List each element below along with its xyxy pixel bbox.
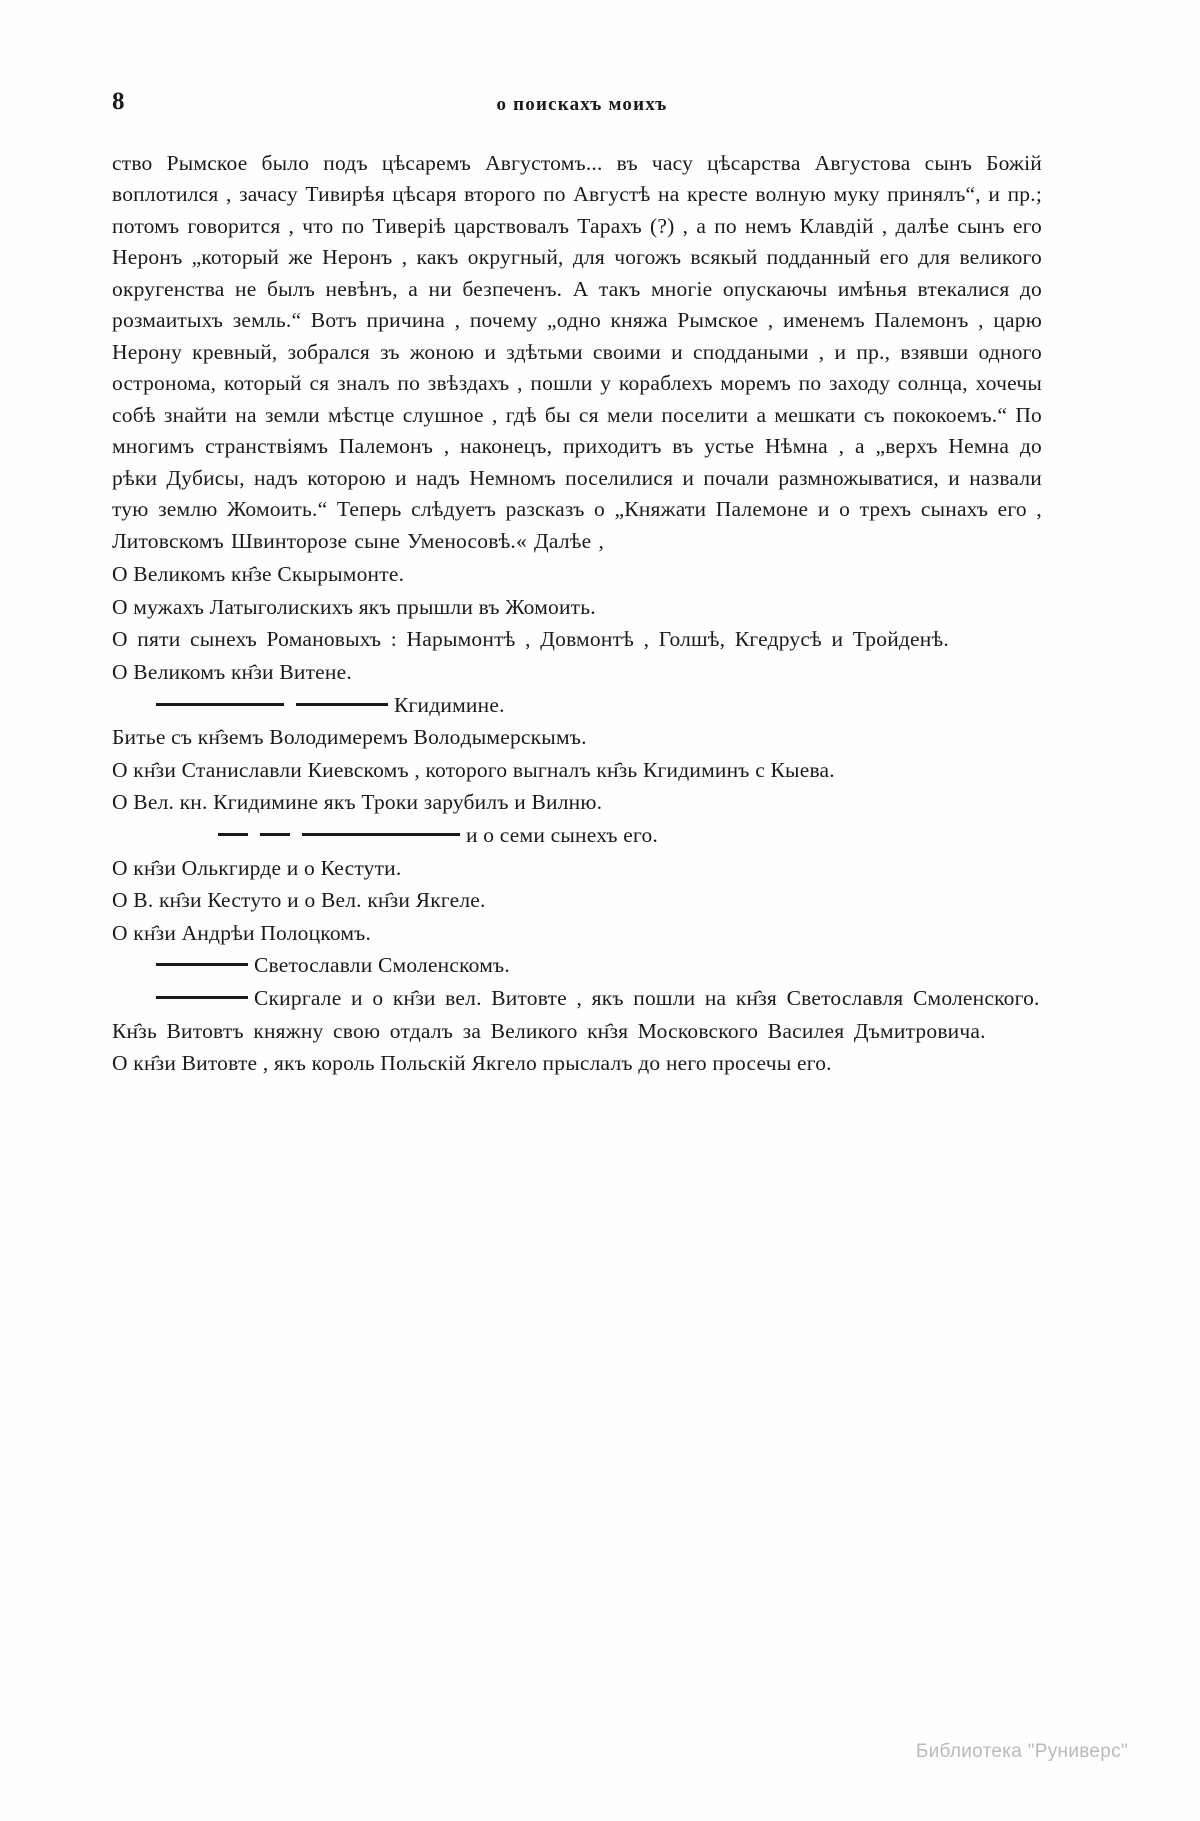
toc-entry-text: О кн҄зи Витовте , якъ король Польскій Якгело прыслалъ до него просечы его. xyxy=(112,1051,832,1076)
toc-entry-text: О В. кн҄зи Кестуто и о Вел. кн҄зи Якгеле. xyxy=(112,888,486,913)
table-of-contents xyxy=(112,559,1042,1080)
list-item xyxy=(112,950,1042,982)
horizontal-rule-icon xyxy=(156,963,248,966)
body-paragraph-block xyxy=(112,148,1042,557)
list-item xyxy=(112,1016,1042,1048)
toc-entry-text: О кн҄зи Олькгирде и о Кестути. xyxy=(112,855,402,880)
toc-entry-text: О Великомъ кн҄зи Витене. xyxy=(112,660,352,685)
list-item xyxy=(112,983,1042,1015)
horizontal-rule-icon xyxy=(260,833,290,836)
toc-entry-text: Кн҄зь Витовтъ княжну свою отдалъ за Великого кн҄зя Московского Василея Дъмитровича. xyxy=(112,1018,986,1043)
toc-entry-text: Битье съ кн҄земъ Володимеремъ Волoдымерскымъ. xyxy=(112,725,587,750)
toc-entry-text: О кн҄зи Станиславли Киевскомъ , которого выгналъ кн҄зь Кгидиминъ с Кыева. xyxy=(112,757,835,782)
toc-entry-text: О пяти сынехъ Романовыхъ : Нарымонтѣ , Довмонтѣ , Голшѣ, Кгедрусѣ и Тройденѣ. xyxy=(112,627,949,652)
list-item xyxy=(112,559,1042,591)
horizontal-rule-icon xyxy=(302,833,460,836)
list-item xyxy=(112,755,1042,787)
list-item xyxy=(112,657,1042,689)
horizontal-rule-icon xyxy=(156,996,248,999)
list-item xyxy=(112,787,1042,819)
list-item xyxy=(112,1048,1042,1080)
horizontal-rule-icon xyxy=(296,703,388,706)
list-item xyxy=(112,918,1042,950)
page-number: 8 xyxy=(112,88,125,115)
toc-entry-text: О кн҄зи Андрѣи Полоцкомъ. xyxy=(112,920,372,945)
list-item xyxy=(112,690,1042,722)
page-content xyxy=(112,88,1042,1081)
toc-entry-text: и о семи сынехъ его. xyxy=(466,823,658,848)
horizontal-rule-icon xyxy=(218,833,248,836)
toc-entry-text: О Великомъ кн҄зе Скырымонте. xyxy=(112,562,405,587)
list-item xyxy=(112,722,1042,754)
horizontal-rule-icon xyxy=(156,703,284,706)
list-item xyxy=(112,853,1042,885)
body-paragraph: ство Рымское было подъ цѣсаремъ Августомъ... въ часу цѣсарства Августова сынъ Божій воплотился , зачасу Тивирѣя цѣсаря второго по Августѣ на кресте волную муку принялъ“, и пр.; потомъ говорится , что по Тиверіѣ царствовалъ Тарахъ (?) , а по немъ Клавдій , далѣе сынъ его Неронъ „который же Неронъ , какъ округный, для чогожъ всякый подданный его для великого округенства не былъ невѣнъ, а ни безпеченъ. А такъ многіе опускаючы имѣнья втекалися до розмаитыхъ земль.“ Вотъ причина , почему „одно княжа Рымское , именемъ Палемонъ , царю Нерону кревный, зобрался зъ жоною и здѣтьми своими и споддаными , и пр., взявши одного остронома, который ся зналъ по звѣздахъ , пошли у кораблехъ моремъ по заходу солнца, хочечы собѣ знайти на земли мѣстце слушное , гдѣ бы ся мели поселити а мешкати съ пококоемъ.“ По многимъ странствіямъ Палемонъ , наконецъ, приходитъ въ устье Нѣмна , а „верхъ Немна до рѣки Дубисы, надъ которою и надъ Немномъ поселилися и почали размножыватися, и назвали тую землю Жомоить.“ Теперь слѣдуетъ разсказъ о „Княжати Палемоне и о трехъ сынахъ его , Литовскомъ Швинторозе сыне Уменосовѣ.« Далѣе , xyxy=(112,151,1042,553)
list-item xyxy=(112,820,1042,852)
page-header xyxy=(112,88,1042,134)
library-watermark: Библиотека "Руниверс" xyxy=(915,1741,1128,1762)
toc-entry-text: Светославли Смоленскомъ. xyxy=(254,953,510,978)
toc-entry-text: О Вел. кн. Кгидимине якъ Троки зарубилъ и Вилню. xyxy=(112,790,603,815)
list-item xyxy=(112,624,1042,656)
toc-entry-text: О мужахъ Латыголискихъ якъ прышли въ Жомоить. xyxy=(112,594,596,619)
running-head: о поискахъ моихъ xyxy=(496,94,668,115)
list-item xyxy=(112,885,1042,917)
list-item xyxy=(112,592,1042,624)
toc-entry-text: Скиргале и о кн҄зи вел. Витовте , якъ пошли на кн҄зя Светославля Смоленского. xyxy=(254,986,1040,1011)
toc-entry-text: Кгидимине. xyxy=(394,692,505,717)
